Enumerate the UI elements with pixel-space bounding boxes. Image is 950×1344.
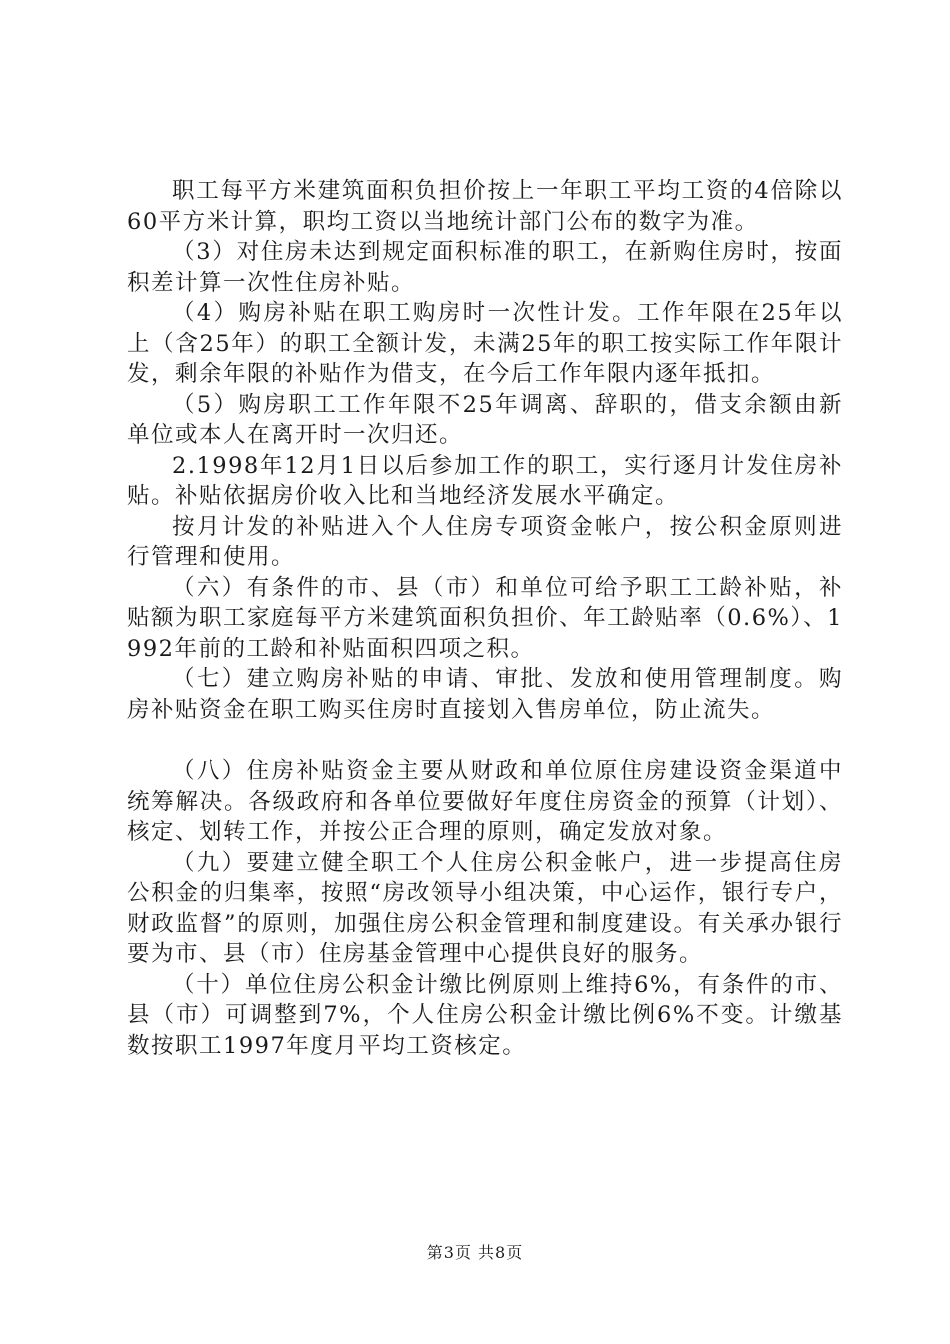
paragraph-item-5: （5）购房职工工作年限不25年调离、辞职的，借支余额由新单位或本人在离开时一次归还。 [127, 391, 843, 448]
paragraph-item-3: （3）对住房未达到规定面积标准的职工，在新购住房时，按面积差计算一次性住房补贴。 [127, 239, 843, 296]
paragraph-section-8: （八）住房补贴资金主要从财政和单位原住房建设资金渠道中统筹解决。各级政府和各单位要做好年度住房资金的预算（计划）、核定、划转工作，并按公正合理的原则，确定发放对象。 [127, 758, 843, 845]
paragraph-section-6: （六）有条件的市、县（市）和单位可给予职工工龄补贴，补贴额为职工家庭每平方米建筑面积负担价、年工龄贴率（0.6%）、1992年前的工龄和补贴面积四项之积。 [127, 574, 843, 662]
paragraph-section-10: （十）单位住房公积金计缴比例原则上维持6%，有条件的市、县（市）可调整到7%，个人住房公积金计缴比例6%不变。计缴基数按职工1997年度月平均工资核定。 [127, 971, 843, 1059]
paragraph-monthly-subsidy: 按月计发的补贴进入个人住房专项资金帐户，按公积金原则进行管理和使用。 [127, 513, 843, 570]
paragraph-subsidy-price: 职工每平方米建筑面积负担价按上一年职工平均工资的4倍除以60平方米计算，职均工资以当地统计部门公布的数字为准。 [127, 178, 843, 235]
paragraph-spacer [127, 725, 843, 756]
page-number-footer: 第3页 共8页 [426, 1243, 524, 1262]
document-body [127, 176, 843, 1061]
paragraph-section-2: 2.1998年12月1日以后参加工作的职工，实行逐月计发住房补贴。补贴依据房价收入比和当地经济发展水平确定。 [127, 452, 843, 509]
paragraph-item-4: （4）购房补贴在职工购房时一次性计发。工作年限在25年以上（含25年）的职工全额计发，未满25年的职工按实际工作年限计发，剩余年限的补贴作为借支，在今后工作年限内逐年抵扣。 [127, 300, 843, 387]
paragraph-section-7: （七）建立购房补贴的申请、审批、发放和使用管理制度。购房补贴资金在职工购买住房时直接划入售房单位，防止流失。 [127, 666, 843, 723]
paragraph-section-9: （九）要建立健全职工个人住房公积金帐户，进一步提高住房公积金的归集率，按照“房改领导小组决策，中心运作，银行专户，财政监督”的原则，加强住房公积金管理和制度建设。有关承办银行要为市、县（市）住房基金管理中心提供良好的服务。 [127, 849, 843, 967]
